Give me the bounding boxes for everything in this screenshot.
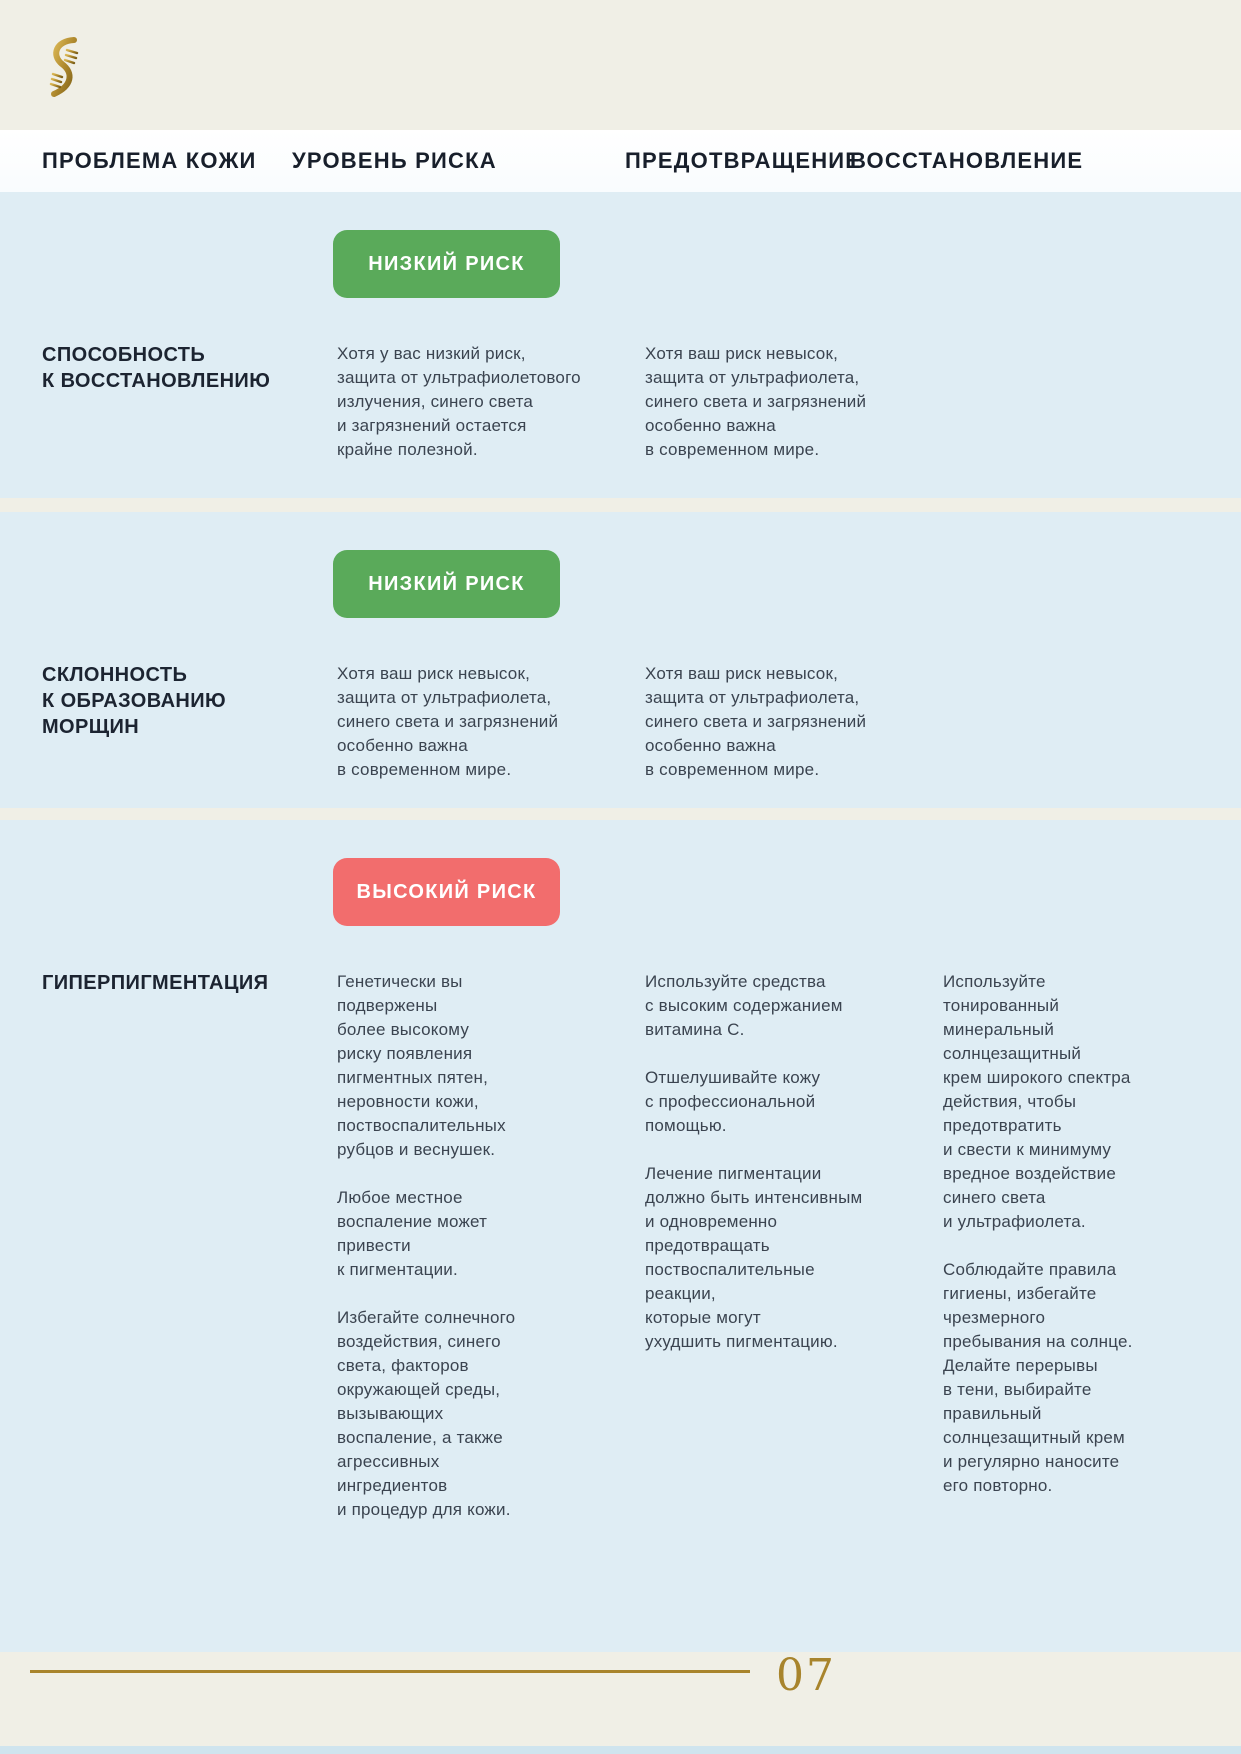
- problem-title: СПОСОБНОСТЬ К ВОССТАНОВЛЕНИЮ: [42, 344, 271, 392]
- prevention-cell: Хотя ваш риск невысок, защита от ультрафиолета, синего света и загрязнений особенно важна в современном мире.: [645, 664, 867, 779]
- risk-badge-low: НИЗКИЙ РИСК: [333, 230, 560, 298]
- description-cell: Хотя у вас низкий риск, защита от ультрафиолетового излучения, синего света и загрязнений остается крайне полезной.: [337, 344, 581, 459]
- description-cell: Хотя ваш риск невысок, защита от ультрафиолета, синего света и загрязнений особенно важна в современном мире.: [337, 664, 559, 779]
- footer-divider: [30, 1670, 750, 1673]
- risk-card-hyperpigmentation: [0, 820, 1241, 1652]
- dna-helix-icon: [46, 36, 82, 98]
- risk-badge-high: ВЫСОКИЙ РИСК: [333, 858, 560, 926]
- risk-card-wrinkle-tendency: [0, 512, 1241, 808]
- problem-title: ГИПЕРПИГМЕНТАЦИЯ: [42, 972, 269, 994]
- prevention-cell: Хотя ваш риск невысок, защита от ультрафиолета, синего света и загрязнений особенно важна в современном мире.: [645, 344, 867, 459]
- risk-card-recovery-ability: [0, 192, 1241, 498]
- risk-badge-low: НИЗКИЙ РИСК: [333, 550, 560, 618]
- column-header-skin-problem: ПРОБЛЕМА КОЖИ: [42, 148, 257, 173]
- prevention-cell: Используйте средства с высоким содержанием витамина C. Отшелушивайте кожу с профессиональной помощью. Лечение пигментации должно быть интенсивным и одновременно предотвращать поствоспалительные реакции, которые могут ухудшить пигментацию.: [645, 972, 863, 1351]
- problem-title: СКЛОННОСТЬ К ОБРАЗОВАНИЮ МОРЩИН: [42, 664, 227, 738]
- description-cell: Генетически вы подвержены более высокому риску появления пигментных пятен, неровности кожи, поствоспалительных рубцов и веснушек. Любое местное воспаление может привести к пигментации. Избегайте солнечного воздействия, синего света, факторов окружающей среды, вызывающих воспаление, а также агрессивных ингредиентов и процедур для кожи.: [337, 972, 516, 1519]
- bottom-accent-strip: [0, 1746, 1241, 1754]
- column-header-prevention: ПРЕДОТВРАЩЕНИЕ: [625, 148, 862, 173]
- brand-logo: [46, 36, 82, 98]
- column-header-restoration: ВОССТАНОВЛЕНИЕ: [850, 148, 1084, 173]
- page-number: 07: [776, 1650, 836, 1701]
- table-header-row: [0, 130, 1241, 192]
- column-header-risk-level: УРОВЕНЬ РИСКА: [292, 148, 497, 173]
- restoration-cell: Используйте тонированный минеральный солнцезащитный крем широкого спектра действия, чтобы предотвратить и свести к минимуму вредное воздействие синего света и ультрафиолета. Соблюдайте правила гигиены, избегайте чрезмерного пребывания на солнце. Делайте перерывы в тени, выбирайте правильный солнцезащитный крем и регулярно наносите его повторно.: [943, 972, 1133, 1495]
